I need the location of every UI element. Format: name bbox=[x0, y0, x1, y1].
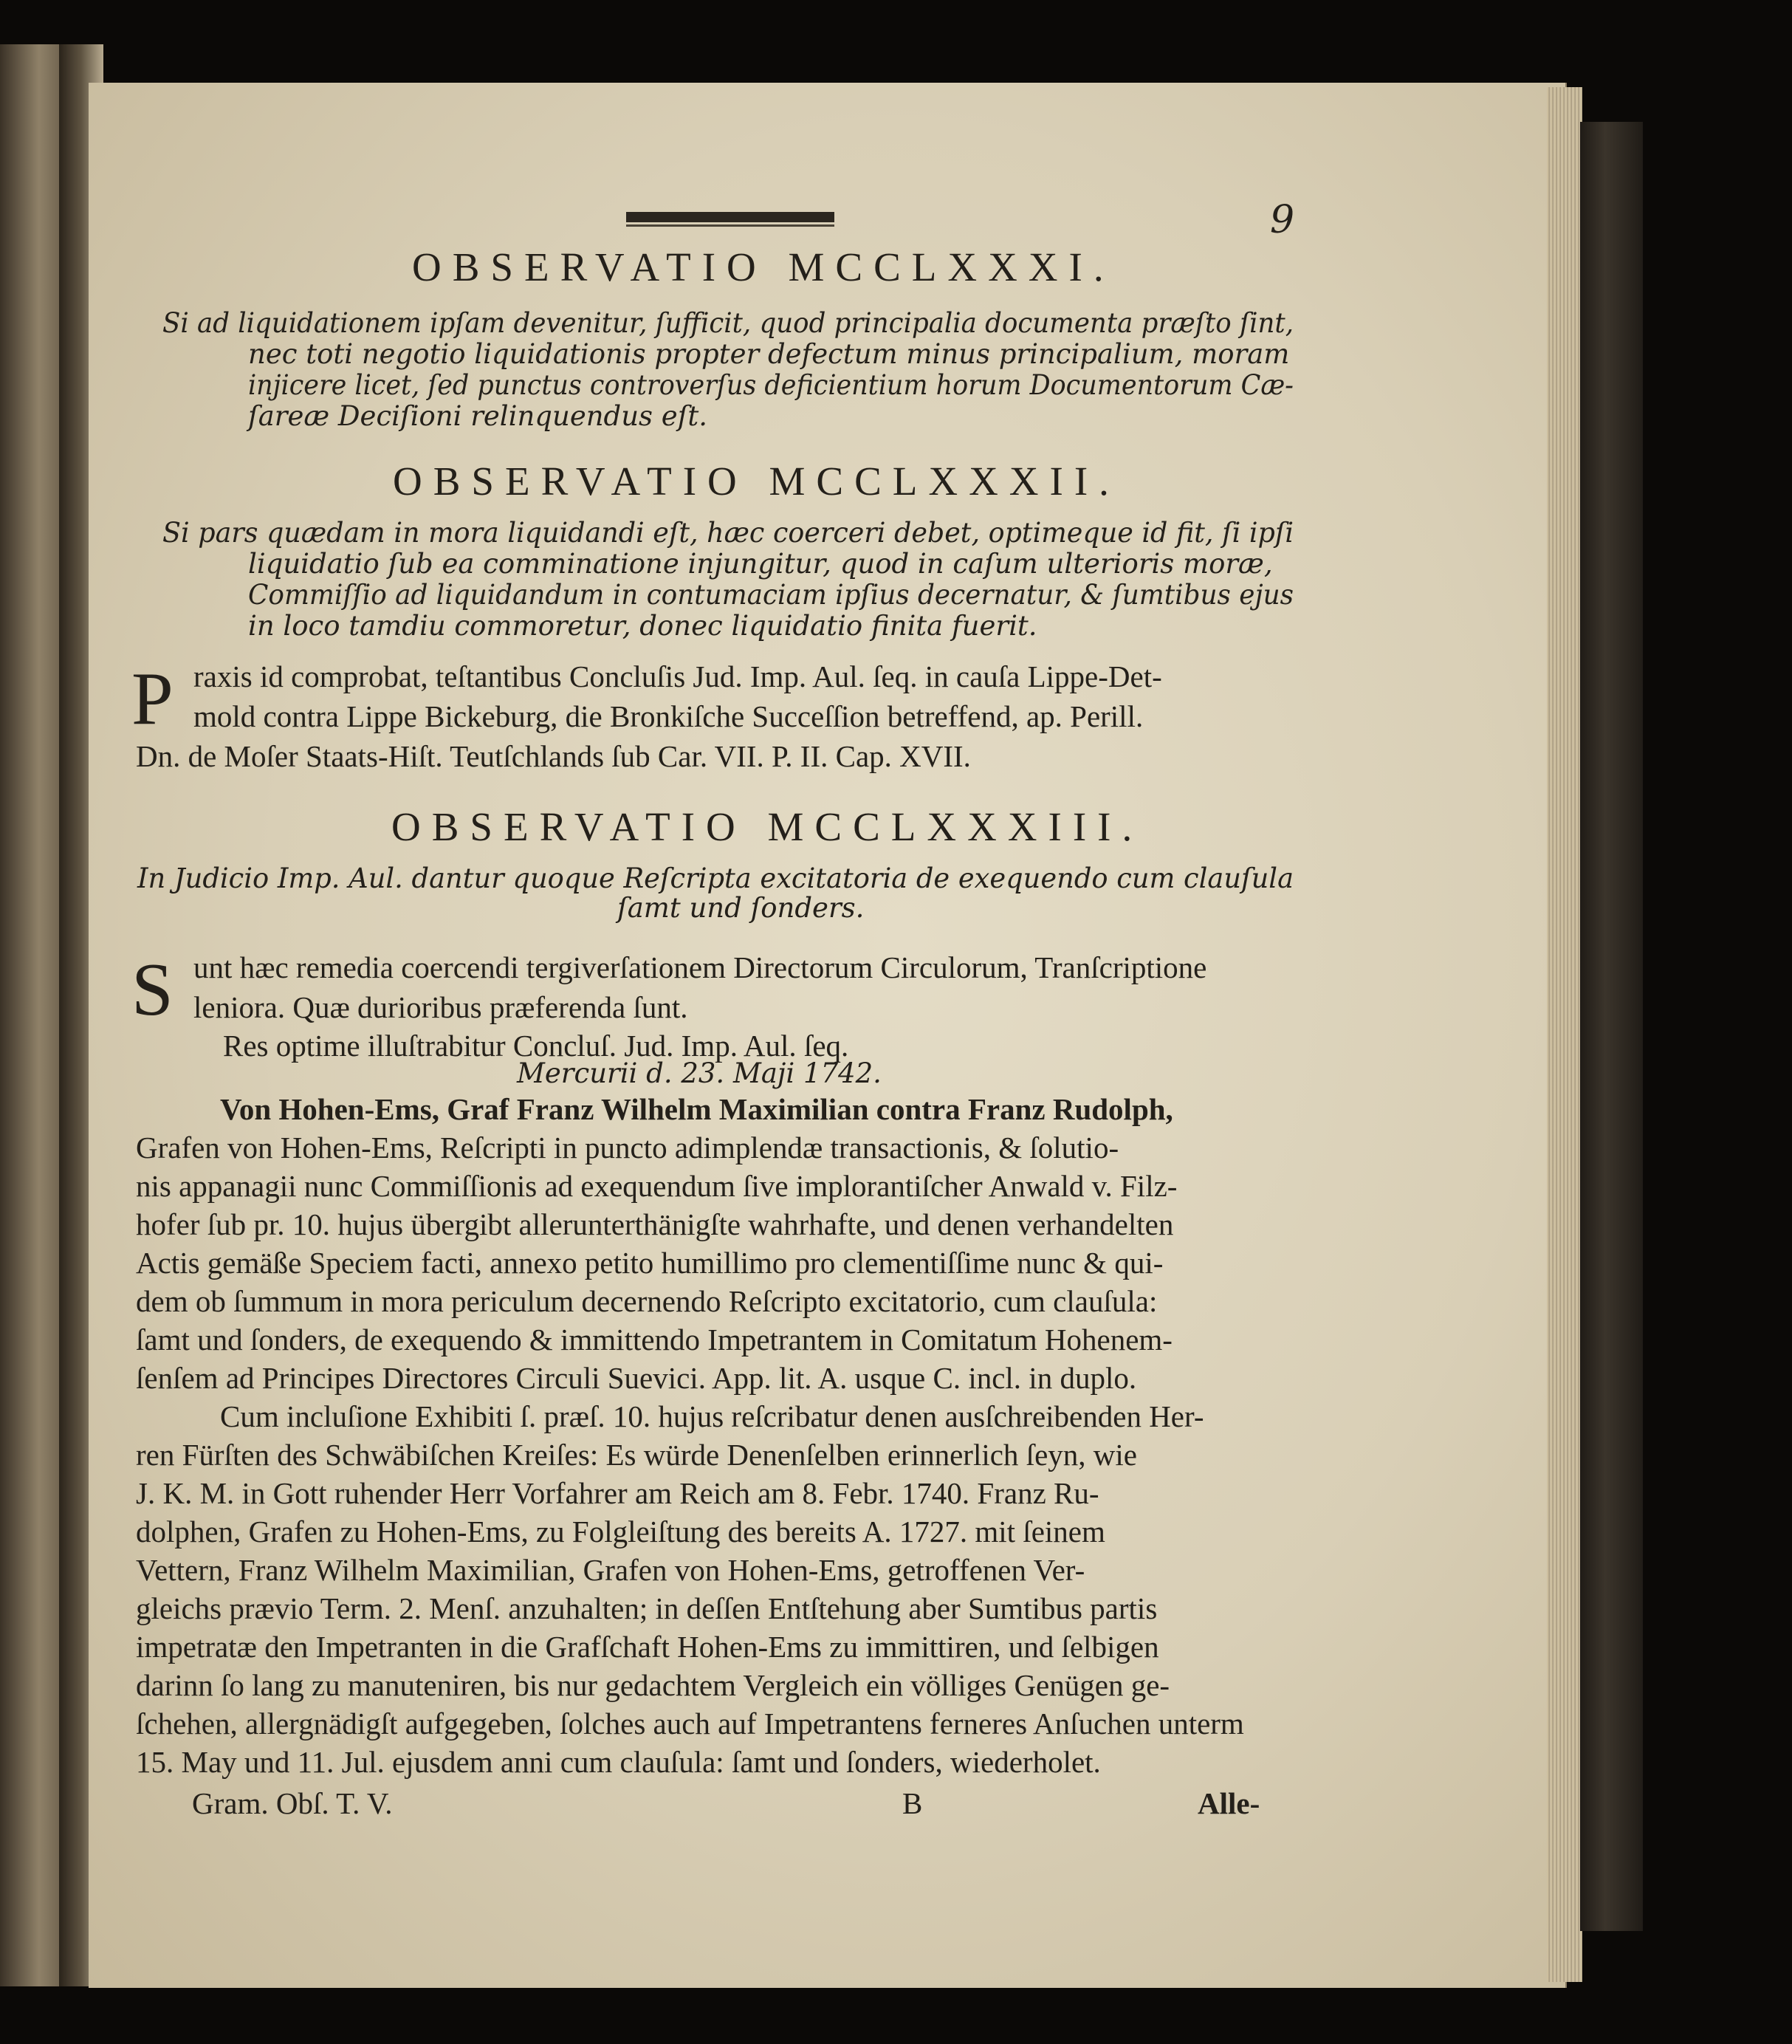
body-line: ren Fürſten des Schwäbiſchen Kreiſes: Es würde Denenſelben erinnerlich ſeyn, wie bbox=[136, 1438, 1137, 1472]
catchword: Alle- bbox=[1198, 1786, 1260, 1820]
summary-line: In Judicio Imp. Aul. dantur quoque Reſcripta excitatoria de exequendo cum clauſula bbox=[137, 862, 1294, 894]
body-line: Grafen von Hohen-Ems, Reſcripti in puncto adimplendæ transactionis, & ſolutio- bbox=[136, 1131, 1119, 1165]
signature-mark: Gram. Obſ. T. V. bbox=[192, 1786, 393, 1820]
body-line: ſchehen, allergnädigſt aufgegeben, ſolches auch auf Impetrantens ferneres Anſuchen unterm bbox=[136, 1707, 1244, 1741]
observatio-heading-2: OBSERVATIO MCCLXXXII. bbox=[393, 459, 1120, 504]
drop-cap-s: S bbox=[131, 948, 174, 1032]
observatio-heading-1: OBSERVATIO MCCLXXXI. bbox=[412, 244, 1115, 289]
header-ornament-rule bbox=[626, 212, 834, 222]
body-line: Res optime illuſtrabitur Concluſ. Jud. Imp. Aul. ſeq. bbox=[223, 1029, 849, 1063]
observatio-heading-3: OBSERVATIO MCCLXXXIII. bbox=[391, 804, 1144, 849]
summary-line: nec toti negotio liquidationis propter defectum minus principalium, moram bbox=[248, 338, 1290, 370]
body-line: hofer ſub pr. 10. hujus übergibt allerunterthänigſte wahrhafte, und denen verhandelten bbox=[136, 1207, 1174, 1241]
summary-line: ſareæ Deciſioni relinquendus eſt. bbox=[248, 400, 708, 432]
signature-letter: B bbox=[902, 1786, 923, 1820]
body-line: dolphen, Grafen zu Hohen-Ems, zu Folgleiſtung des bereits A. 1727. mit ſeinem bbox=[136, 1515, 1105, 1549]
summary-line: Commiſſio ad liquidandum in contumaciam ipſius decernatur, & ſumtibus ejus bbox=[248, 579, 1294, 611]
summary-line: Si pars quædam in mora liquidandi eſt, hæc coerceri debet, optimeque id fit, ſi ipſi bbox=[162, 517, 1294, 549]
body-line: Actis gemäße Speciem facti, annexo petito humillimo pro clementiſſime nunc & qui- bbox=[136, 1246, 1164, 1280]
body-line: Dn. de Moſer Staats-Hiſt. Teutſchlands ſub Car. VII. P. II. Cap. XVII. bbox=[136, 739, 971, 773]
body-line: J. K. M. in Gott ruhender Herr Vorfahrer am Reich am 8. Febr. 1740. Franz Ru- bbox=[136, 1476, 1099, 1510]
summary-line: injicere licet, ſed punctus controverſus deficientium horum Documentorum Cæ- bbox=[248, 369, 1294, 401]
body-line: Vettern, Franz Wilhelm Maximilian, Grafen von Hohen-Ems, getroffenen Ver- bbox=[136, 1553, 1085, 1587]
drop-cap-p: P bbox=[131, 657, 174, 741]
body-line: ſenſem ad Principes Directores Circuli Suevici. App. lit. A. usque C. incl. in duplo. bbox=[136, 1361, 1137, 1395]
summary-line: Si ad liquidationem ipſam devenitur, ſufficit, quod principalia documenta præſto ſint, bbox=[162, 307, 1294, 339]
body-line: 15. May und 11. Jul. ejusdem anni cum clauſula: ſamt und ſonders, wiederholet. bbox=[136, 1745, 1101, 1779]
body-line: Von Hohen-Ems, Graf Franz Wilhelm Maximilian contra Franz Rudolph, bbox=[220, 1092, 1173, 1126]
body-line: darinn ſo lang zu manuteniren, bis nur gedachtem Vergleich ein völliges Genügen ge- bbox=[136, 1668, 1170, 1702]
date-line: Mercurii d. 23. Maji 1742. bbox=[517, 1057, 882, 1089]
summary-line: ſamt und ſonders. bbox=[617, 892, 865, 924]
body-line: impetratæ den Impetranten in die Grafſchaft Hohen-Ems zu immittiren, und ſelbigen bbox=[136, 1630, 1159, 1664]
summary-line: liquidatio ſub ea comminatione injungitur, quod in caſum ulterioris moræ, bbox=[248, 548, 1273, 580]
body-line: dem ob ſummum in mora periculum decernendo Reſcripto excitatorio, cum clauſula: bbox=[136, 1284, 1158, 1318]
body-line: Cum incluſione Exhibiti ſ. præſ. 10. hujus reſcribatur denen ausſchreibenden Her- bbox=[220, 1399, 1204, 1433]
body-line: mold contra Lippe Bickeburg, die Bronkiſche Succeſſion betreffend, ap. Perill. bbox=[193, 699, 1144, 733]
body-line: nis appanagii nunc Commiſſionis ad exequendum ſive implorantiſcher Anwald v. Filz- bbox=[136, 1169, 1178, 1203]
body-line: leniora. Quæ durioribus præferenda ſunt. bbox=[193, 990, 688, 1024]
body-line: gleichs prævio Term. 2. Menſ. anzuhalten; in deſſen Entſtehung aber Sumtibus partis bbox=[136, 1591, 1158, 1625]
body-line: unt hæc remedia coercendi tergiverſationem Directorum Circulorum, Tranſcriptione bbox=[193, 950, 1207, 984]
header-ornament-rule-thin bbox=[626, 224, 834, 227]
body-line: ſamt und ſonders, de exequendo & immittendo Impetrantem in Comitatum Hohenem- bbox=[136, 1323, 1173, 1357]
summary-line: in loco tamdiu commoretur, donec liquidatio finita fuerit. bbox=[248, 610, 1037, 642]
page-number: 9 bbox=[1270, 198, 1295, 242]
body-line: raxis id comprobat, teſtantibus Concluſis Jud. Imp. Aul. ſeq. in cauſa Lippe-Det- bbox=[193, 659, 1162, 693]
